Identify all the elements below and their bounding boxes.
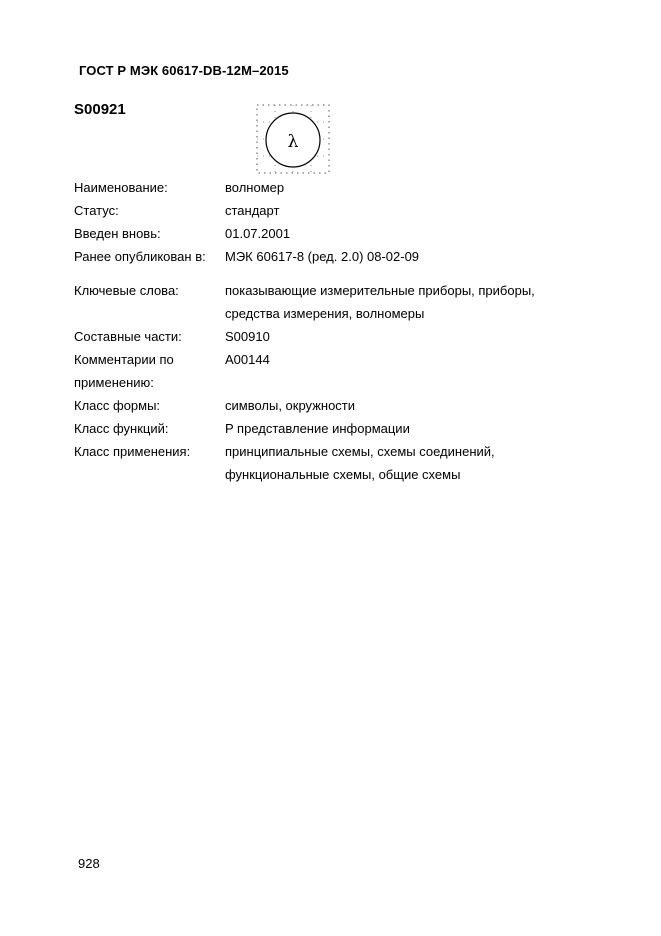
field-value-published-in: МЭК 60617-8 (ред. 2.0) 08-02-09	[225, 249, 420, 264]
field-label-shape-class: Класс формы:	[74, 398, 161, 413]
field-label-application-notes-line2: применению:	[74, 375, 154, 390]
field-value-application-class: принципиальные схемы, схемы соединений,	[225, 444, 495, 459]
field-label-keywords: Ключевые слова:	[74, 283, 179, 298]
field-value-application-class-line2: функциональные схемы, общие схемы	[225, 467, 461, 482]
field-label-function-class: Класс функций:	[74, 421, 169, 436]
field-label-application-class: Класс применения:	[74, 444, 191, 459]
field-label-status: Статус:	[74, 203, 119, 218]
field-label-application-notes: Комментарии по	[74, 352, 174, 367]
symbol-figure	[255, 103, 331, 175]
field-value-components: S00910	[225, 329, 270, 344]
field-value-function-class: P представление информации	[225, 421, 410, 436]
field-value-keywords-line2: средства измерения, волномеры	[225, 306, 425, 321]
field-value-shape-class: символы, окружности	[225, 398, 356, 413]
field-value-introduced: 01.07.2001	[225, 226, 291, 241]
field-value-name: волномер	[225, 180, 285, 195]
field-value-status: стандарт	[225, 203, 280, 218]
field-label-published-in: Ранее опубликован в:	[74, 249, 206, 264]
field-label-introduced: Введен вновь:	[74, 226, 161, 241]
symbol-code: S00921	[74, 101, 126, 118]
field-label-name: Наименование:	[74, 180, 168, 195]
field-label-components: Составные части:	[74, 329, 182, 344]
page-number: 928	[78, 856, 100, 871]
field-value-keywords: показывающие измерительные приборы, приборы,	[225, 283, 535, 298]
lambda-glyph: λ	[287, 132, 299, 152]
document-header: ГОСТ Р МЭК 60617-DB-12M–2015	[79, 63, 289, 78]
field-value-application-notes: A00144	[225, 352, 270, 367]
